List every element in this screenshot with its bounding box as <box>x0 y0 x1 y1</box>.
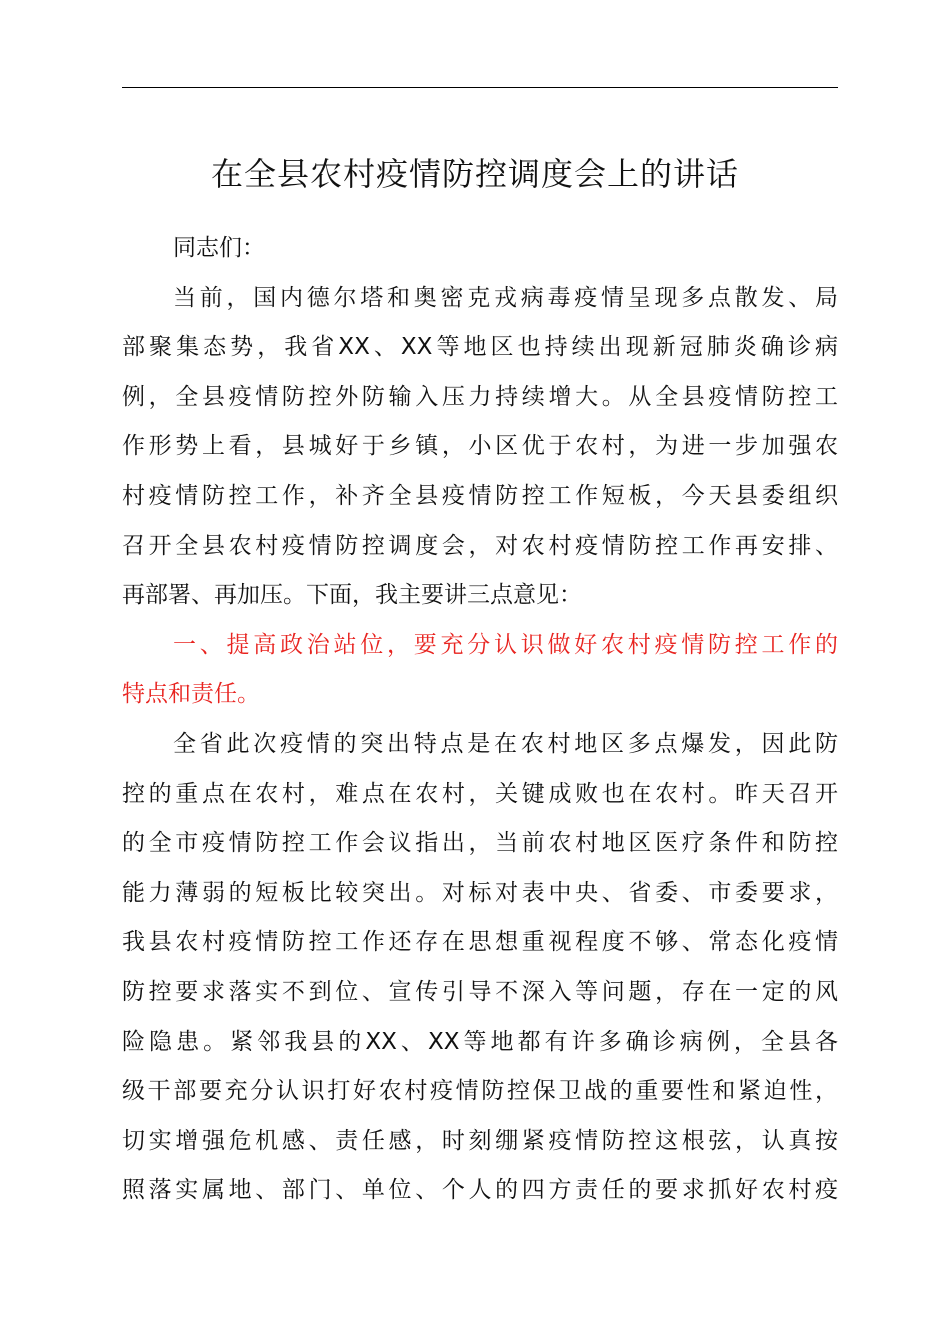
paragraph-line: 全省此次疫情的突出特点是在农村地区多点爆发，因此防 <box>173 730 838 757</box>
paragraph-line: 控的重点在农村，难点在农村，关键成败也在农村。昨天召开 <box>122 780 838 807</box>
paragraph-line: 作形势上看，县城好于乡镇，小区优于农村，为进一步加强农 <box>122 433 838 460</box>
document-title: 在全县农村疫情防控调度会上的讲话 <box>210 155 739 193</box>
salutation: 同志们： <box>173 235 265 261</box>
paragraph-line: 的全市疫情防控工作会议指出，当前农村地区医疗条件和防控 <box>122 830 838 857</box>
paragraph-line: 能力薄弱的短板比较突出。对标对表中央、省委、市委要求， <box>122 879 838 906</box>
paragraph-line: 召开全县农村疫情防控调度会，对农村疫情防控工作再安排、 <box>122 532 838 559</box>
section-heading-line: 特点和责任。 <box>122 681 260 708</box>
section-heading-line: 一、提高政治站位，要充分认识做好农村疫情防控工作的 <box>173 631 838 658</box>
paragraph-line: 险隐患。紧邻我县的XX、XX等地都有许多确诊病例，全县各 <box>122 1028 838 1055</box>
paragraph-line: 级干部要充分认识打好农村疫情防控保卫战的重要性和紧迫性， <box>122 1078 838 1105</box>
paragraph-line: 再部署、再加压。下面，我主要讲三点意见： <box>122 582 582 609</box>
document-body <box>122 224 838 1216</box>
paragraph-line: 照落实属地、部门、单位、个人的四方责任的要求抓好农村疫 <box>122 1177 838 1204</box>
paragraph-line: 例，全县疫情防控外防输入压力持续增大。从全县疫情防控工 <box>122 383 838 410</box>
paragraph-line: 防控要求落实不到位、宣传引导不深入等问题，存在一定的风 <box>122 978 838 1005</box>
paragraph-line: 切实增强危机感、责任感，时刻绷紧疫情防控这根弦，认真按 <box>122 1127 838 1154</box>
header-rule <box>122 87 838 88</box>
paragraph-line: 村疫情防控工作，补齐全县疫情防控工作短板，今天县委组织 <box>122 482 838 509</box>
paragraph-line: 我县农村疫情防控工作还存在思想重视程度不够、常态化疫情 <box>122 929 838 956</box>
paragraph-line: 部聚集态势，我省XX、XX等地区也持续出现新冠肺炎确诊病 <box>122 334 838 361</box>
paragraph-line: 当前，国内德尔塔和奥密克戎病毒疫情呈现多点散发、局 <box>173 284 838 311</box>
